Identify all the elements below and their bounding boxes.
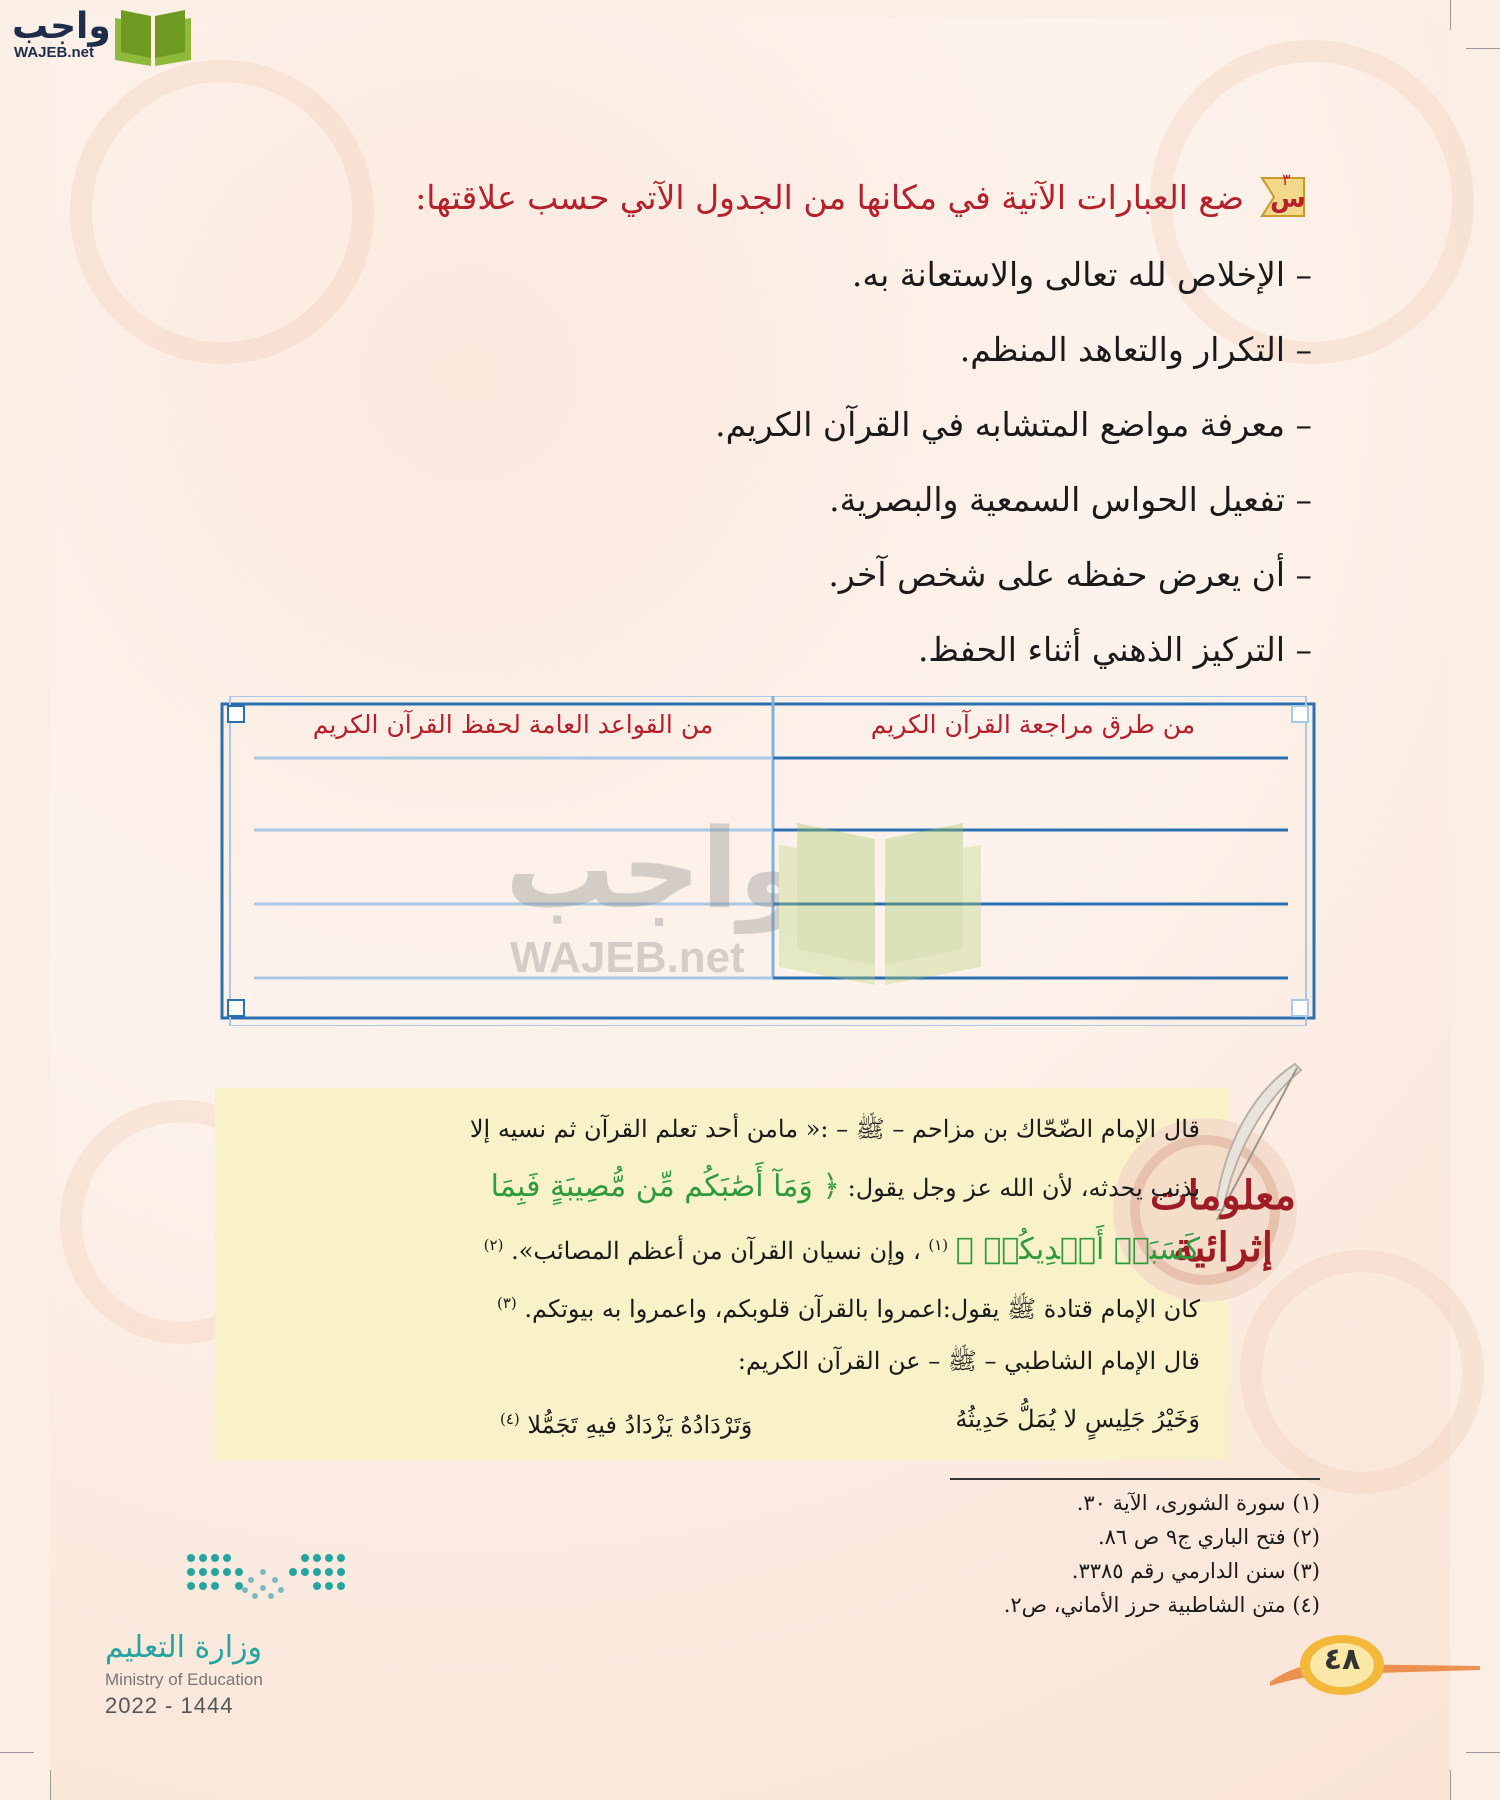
question-prompt: ضع العبارات الآتية في مكانها من الجدول الآتي حسب علاقتها: xyxy=(415,177,1244,217)
info-line-5: قال الإمام الشاطبي – ﷺ – عن القرآن الكريم: xyxy=(737,1347,1200,1375)
statement-item: – تفعيل الحواس السمعية والبصرية. xyxy=(829,480,1312,519)
footnotes xyxy=(950,1478,1320,1622)
statement-item: – التركيز الذهني أثناء الحفظ. xyxy=(917,630,1312,669)
question-header xyxy=(415,172,1310,222)
footnote-item: (٣) سنن الدارمي رقم ٣٣٨٥. xyxy=(1071,1559,1320,1583)
statement-item: – التكرار والتعاهد المنظم. xyxy=(959,330,1312,369)
quran-verse: كَسَبَتۡ أَيۡدِيكُمۡ ﴾ xyxy=(955,1232,1200,1267)
footnote-item: (٢) فتح الباري ج٩ ص ٨٦. xyxy=(1097,1525,1320,1549)
crop-mark xyxy=(1466,48,1500,49)
crop-mark xyxy=(1450,1770,1451,1800)
logo-english-text: WAJEB.net xyxy=(14,44,95,61)
footnote-divider xyxy=(950,1478,1320,1480)
logo-arabic-text: واجب xyxy=(12,6,111,47)
watermark-book-icon xyxy=(775,815,985,985)
ministry-year: 2022 - 1444 xyxy=(105,1693,234,1718)
ministry-english-name: Ministry of Education xyxy=(105,1670,263,1689)
footnote-ref: (١) xyxy=(928,1236,949,1254)
crop-mark xyxy=(1466,1752,1500,1753)
crop-mark xyxy=(1450,0,1451,30)
ministry-dots-icon xyxy=(185,1550,355,1610)
info-line-1: قال الإمام الضّحّاك بن مزاحم – ﷺ – :« مامن أحد تعلم القرآن ثم نسيه إلا xyxy=(469,1115,1200,1143)
page-number-badge xyxy=(1260,1630,1490,1700)
page-number: ٤٨ xyxy=(1323,1642,1361,1677)
page-number-flame-icon xyxy=(1260,1630,1490,1700)
crop-mark xyxy=(50,1770,51,1800)
statement-item: – الإخلاص لله تعالى والاستعانة به. xyxy=(851,255,1312,294)
footnote-ref: (٤) xyxy=(500,1410,520,1428)
decorative-swirl xyxy=(70,60,374,364)
ministry-logo xyxy=(100,1550,300,1720)
column-header-general-rules: من القواعد العامة لحفظ القرآن الكريم xyxy=(312,710,714,739)
quran-verse: ﴿ وَمَآ أَصَٰبَكُم مِّن مُّصِيبَةٍ فَبِمَا xyxy=(490,1169,840,1204)
footnote-item: (٤) متن الشاطبية حرز الأماني، ص٢. xyxy=(1003,1593,1320,1617)
watermark-english-text: WAJEB.net xyxy=(510,933,745,982)
poem-verse xyxy=(500,1390,1200,1448)
info-text: بذنب يحدثه، لأن الله عز وجل يقول: xyxy=(847,1174,1200,1202)
info-line-3 xyxy=(340,1216,1200,1274)
info-line-2 xyxy=(340,1158,1200,1216)
enrichment-text xyxy=(340,1100,1200,1448)
watermark-arabic-text: واجب xyxy=(505,805,807,933)
footnote-item: (١) سورة الشورى، الآية ٣٠. xyxy=(1076,1491,1320,1515)
enrichment-title-line1: معلومات xyxy=(1150,1172,1296,1219)
poem-hemistich-right: وَخَيْرُ جَلِيسٍ لا يُمَلُّ حَدِيثُهُ xyxy=(955,1405,1200,1433)
crop-mark xyxy=(0,1752,34,1753)
question-badge xyxy=(1258,172,1310,222)
column-header-review-methods: من طرق مراجعة القرآن الكريم xyxy=(870,710,1196,739)
poem-text: وَتَرْدَادُهُ يَزْدَادُ فيهِ تَجَمُّلا xyxy=(527,1411,753,1439)
badge-number: ٣ xyxy=(1282,170,1291,189)
badge-letter: س xyxy=(1270,184,1306,214)
info-text: كان الإمام قتادة ﷺ يقول:اعمروا بالقرآن قلوبكم، واعمروا به بيوتكم. xyxy=(524,1295,1200,1323)
statement-item: – أن يعرض حفظه على شخص آخر. xyxy=(828,555,1312,594)
statements-list xyxy=(412,245,1312,695)
poem-hemistich-left xyxy=(500,1390,752,1448)
info-line-4 xyxy=(340,1274,1200,1332)
ministry-arabic-name: وزارة التعليم xyxy=(105,1630,263,1665)
footnote-ref: (٣) xyxy=(496,1294,517,1312)
wajeb-logo[interactable] xyxy=(8,6,193,66)
open-book-icon xyxy=(113,6,193,66)
footnote-ref: (٢) xyxy=(483,1236,504,1254)
wajeb-watermark xyxy=(505,805,1005,985)
enrichment-title-line2: إثرائية xyxy=(1172,1224,1274,1271)
info-text: ، وإن نسيان القرآن من أعظم المصائب». xyxy=(511,1237,921,1265)
statement-item: – معرفة مواضع المتشابه في القرآن الكريم. xyxy=(715,405,1312,444)
